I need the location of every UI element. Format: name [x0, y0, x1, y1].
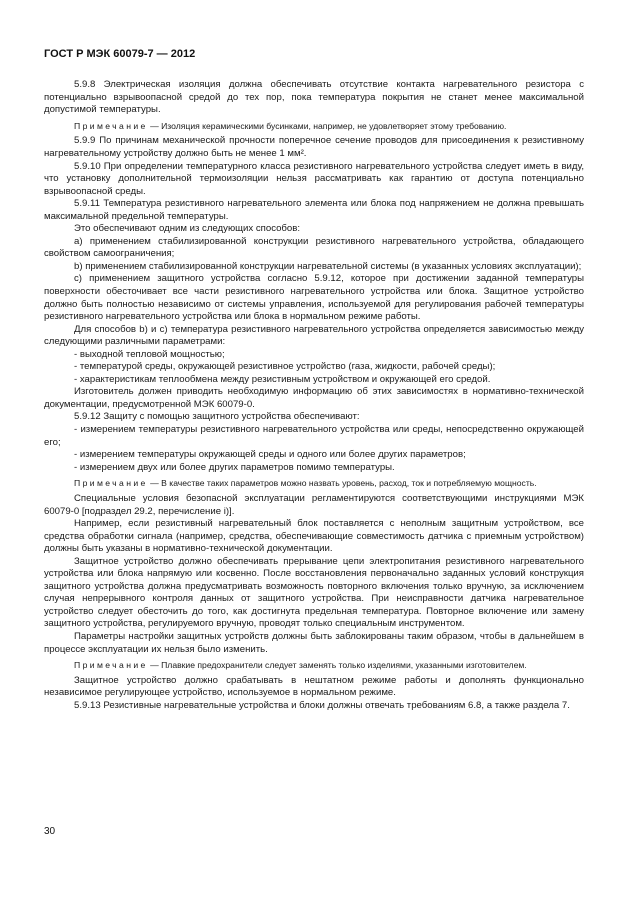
body-paragraph: Изготовитель должен приводить необходимую информацию об этих зависимостях в нормативно-технической документации, предусмотренной МЭК 60079-0. — [44, 386, 584, 410]
body-paragraph: 5.9.9 По причинам механической прочности поперечное сечение проводов для присоединения к резистивному нагревательному устройству должно быть не менее 1 мм². — [44, 135, 584, 159]
body-paragraph: - температурой среды, окружающей резистивное устройство (газа, жидкости, рабочей среды); — [74, 361, 496, 373]
note-label: Примечание — [74, 660, 148, 671]
body-paragraph: - измерением температуры резистивного нагревательного устройства или среды, непосредственно окружающей его; — [44, 424, 584, 448]
body-paragraph: - измерением двух или более других параметров помимо температуры. — [74, 461, 395, 473]
note-label: Примечание — [74, 478, 148, 489]
body-paragraph: 5.9.11 Температура резистивного нагревательного элемента или блока под напряжением не должна превышать максимальной предельной температуры. — [44, 198, 584, 222]
document-header: ГОСТ Р МЭК 60079-7 — 2012 — [44, 48, 196, 60]
body-paragraph: 5.9.8 Электрическая изоляция должна обеспечивать отсутствие контакта нагревательного резистора с потенциально взрывоопасной средой до тех пор, пока температура покрытия не станет менее максимальной допустимой температуры. — [44, 79, 584, 116]
note-text: — Изоляция керамическими бусинками, например, не удовлетворяет этому требованию. — [150, 120, 507, 131]
body-paragraph: a) применением стабилизированной конструкции резистивного нагревательного устройства, обладающего свойством самоограничения; — [44, 235, 584, 260]
body-paragraph: Специальные условия безопасной эксплуатации регламентируются соответствующими инструкциями МЭК 60079-0 [подраздел 29.2, перечисление i)]. — [44, 493, 584, 517]
body-paragraph: Параметры настройки защитных устройств должны быть заблокированы таким образом, чтобы в дальнейшем в процессе эксплуатации их нельзя было изменить. — [44, 631, 584, 655]
body-paragraph: Защитное устройство должно обеспечивать прерывание цепи электропитания резистивного нагревательного устройства или блока напрямую или косвенно. После восстановления первоначально заданных условий конструкция защитного устройства должна предусматривать возможность повторного включения только вручную, за исключением случая непрерывного контроля данных от защитного устройства. При неисправности датчика нагревательное устройство следует обесточить до того, как достигнута предельная температура. Повторное включение или замену защитного устройства, регулируемого вручную, проводят только специальным инструментом. — [44, 555, 584, 630]
note-text: — Плавкие предохранители следует заменять только изделиями, указанными изготовителем. — [150, 660, 527, 671]
body-paragraph: Это обеспечивают одним из следующих способов: — [74, 223, 301, 235]
body-paragraph: Для способов b) и c) температура резистивного нагревательного устройства определяется зависимостью между следующими различными параметрами: — [44, 323, 584, 348]
note-paragraph — [44, 121, 584, 133]
body-paragraph: - выходной тепловой мощностью; — [74, 348, 225, 360]
note-label: Примечание — [74, 120, 148, 131]
body-paragraph: - измерением температуры окружающей среды и одного или более других параметров; — [74, 449, 466, 461]
body-paragraph: c) применением защитного устройства согласно 5.9.12, которое при достижении заданной температуры поверхности обесточивает все части резистивного нагревательного устройства или блока. Защитное устройство должно быть полностью независимо от системы управления, используемой для регулирования рабочей температуры резистивного нагревательного устройства или блока в нормальном режиме работы. — [44, 273, 584, 323]
note-text: — В качестве таких параметров можно назвать уровень, расход, ток и потребляемую мощность. — [150, 478, 537, 489]
body-paragraph: b) применением стабилизированной конструкции нагревательной системы (в указанных условиях эксплуатации); — [74, 260, 582, 272]
body-paragraph: - характеристикам теплообмена между резистивным устройством и окружающей его средой. — [74, 373, 491, 385]
body-paragraph: 5.9.12 Защиту с помощью защитного устройства обеспечивают: — [74, 411, 360, 423]
body-paragraph: 5.9.13 Резистивные нагревательные устройства и блоки должны отвечать требованиям 6.8, а также раздела 7. — [74, 700, 570, 711]
body-paragraph: Например, если резистивный нагревательный блок поставляется с неполным защитным устройством, все средства обработки сигнала (например, средства, обеспечивающие совместимость датчика с приемным устройством) должны быть указаны в нормативно-технической документации. — [44, 518, 584, 555]
page-number: 30 — [44, 826, 56, 837]
document-body — [44, 79, 584, 713]
body-paragraph: Защитное устройство должно срабатывать в нештатном режиме работы и дополнять функционально независимое регулирующее устройство, используемое в нормальном режиме. — [44, 674, 584, 699]
note-paragraph — [44, 478, 584, 490]
body-paragraph: 5.9.10 При определении температурного класса резистивного нагревательного устройства следует иметь в виду, что установку дополнительной термоизоляции нельзя рассматривать как гарантию от доступа потенциально взрывоопасной среды. — [44, 160, 584, 197]
note-paragraph — [44, 660, 584, 672]
